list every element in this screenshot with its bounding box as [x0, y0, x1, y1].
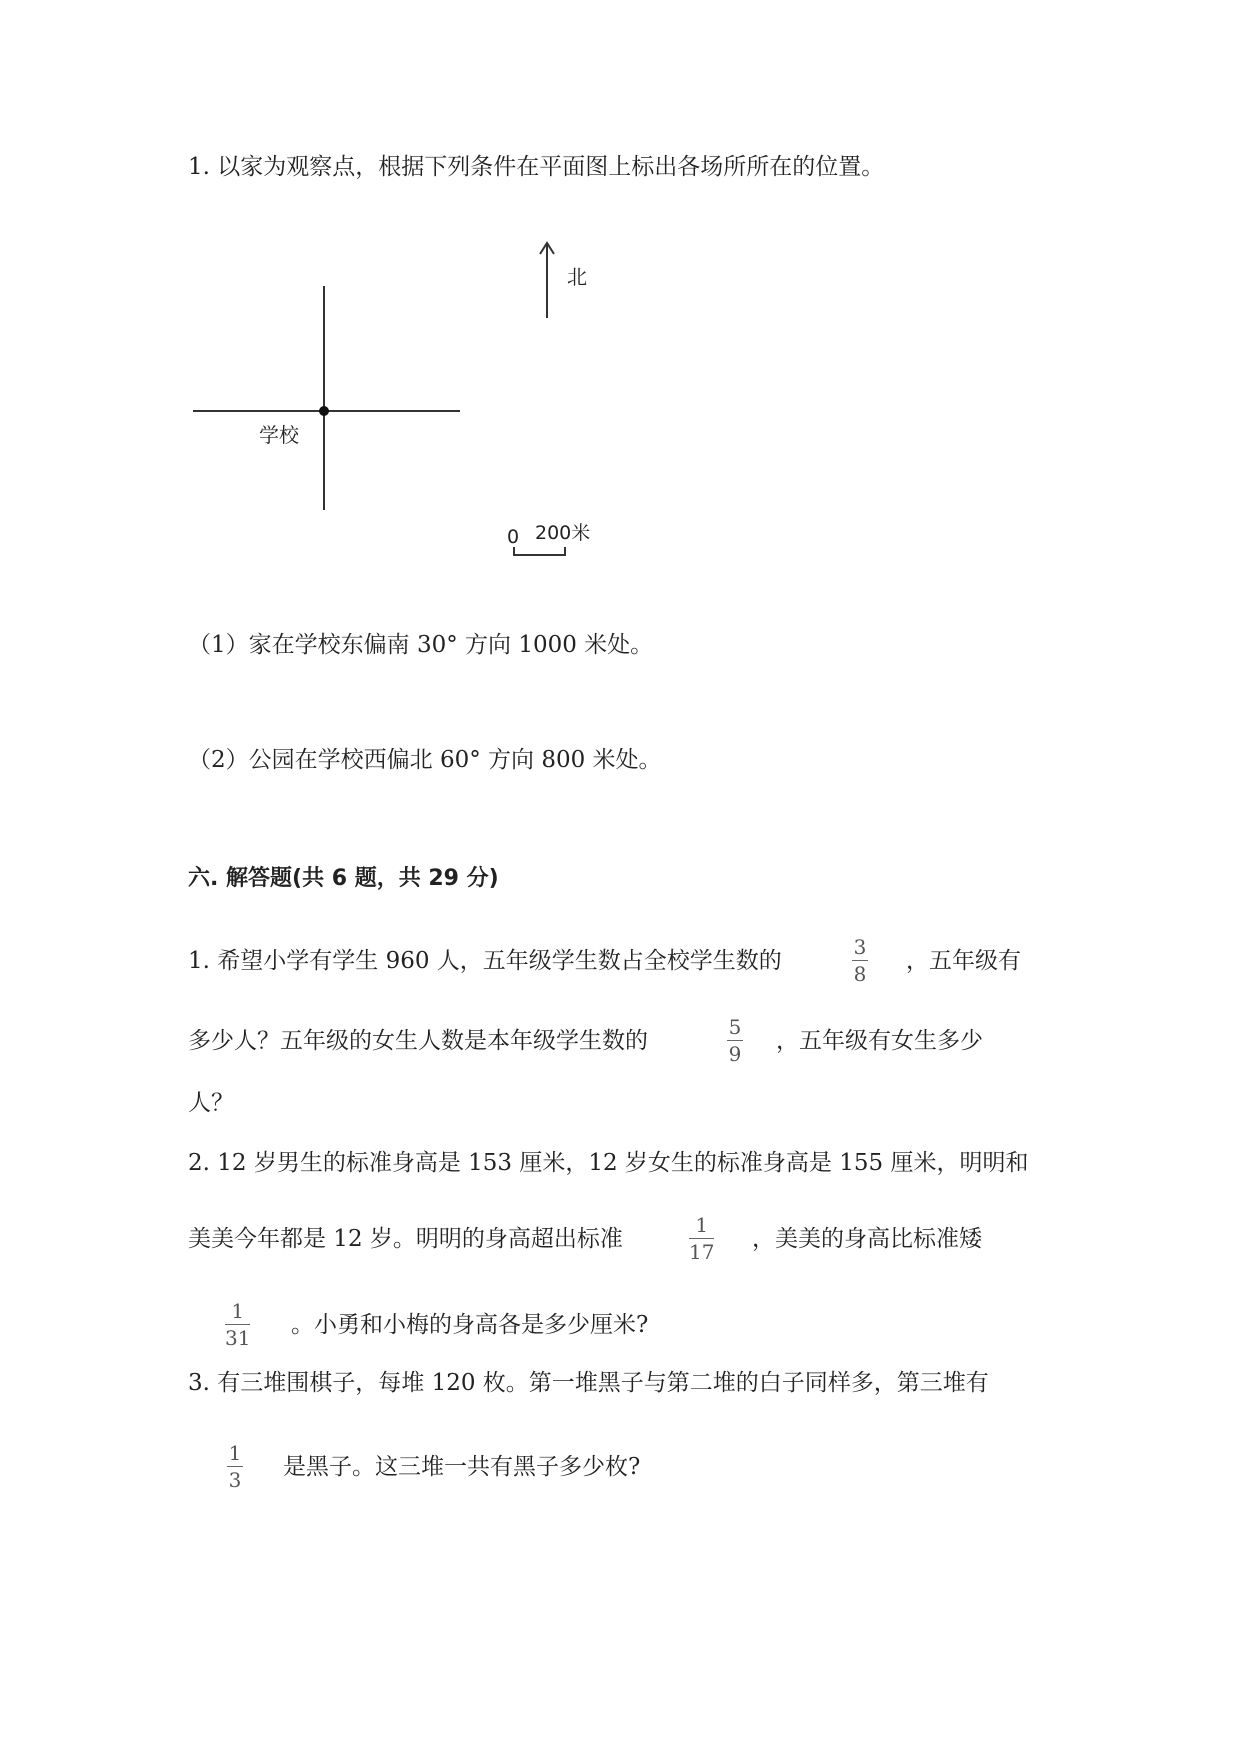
- map-question-title: 1. 以家为观察点，根据下列条件在平面图上标出各场所所在的位置。: [188, 154, 885, 180]
- school-point: [319, 406, 329, 416]
- fraction-1-17: 1 17: [689, 1213, 715, 1264]
- fraction-1-31: 1 31: [225, 1299, 251, 1350]
- fraction-5-9: 5 9: [728, 1015, 742, 1066]
- map-diagram: [0, 0, 1241, 600]
- school-label: 学校: [259, 423, 299, 447]
- problem-1-line-2a: 多少人？五年级的女生人数是本年级学生数的: [188, 1028, 648, 1054]
- problem-1-line-1b: ，五年级有: [906, 948, 1021, 974]
- problem-2-line-2b: ，美美的身高比标准矮: [752, 1226, 982, 1252]
- fraction-3-8: 3 8: [853, 935, 867, 986]
- problem-2-line-2a: 美美今年都是 12 岁。明明的身高超出标准: [188, 1226, 623, 1252]
- scale-value-label: 200米: [535, 522, 591, 544]
- problem-2-line-1: 2. 12 岁男生的标准身高是 153 厘米，12 岁女生的标准身高是 155 厘米，明明和: [188, 1150, 1029, 1176]
- scale-bar: [514, 547, 565, 555]
- condition-1: （1）家在学校东偏南 30° 方向 1000 米处。: [188, 632, 654, 658]
- problem-1-line-3: 人？: [188, 1090, 234, 1116]
- condition-2: （2）公园在学校西偏北 60° 方向 800 米处。: [188, 747, 662, 773]
- problem-1-line-1a: 1. 希望小学有学生 960 人，五年级学生数占全校学生数的: [188, 948, 782, 974]
- problem-3-line-2: 是黑子。这三堆一共有黑子多少枚?: [283, 1454, 641, 1480]
- section-heading: 六. 解答题(共 6 题，共 29 分): [188, 866, 499, 891]
- north-arrow-icon: [540, 243, 554, 318]
- problem-2-line-3: 。小勇和小梅的身高各是多少厘米?: [291, 1312, 649, 1338]
- north-label: 北: [567, 265, 587, 289]
- scale-zero-label: 0: [507, 526, 520, 548]
- fraction-1-3: 1 3: [228, 1441, 242, 1492]
- problem-3-line-1: 3. 有三堆围棋子，每堆 120 枚。第一堆黑子与第二堆的白子同样多，第三堆有: [188, 1370, 989, 1396]
- problem-1-line-2b: ，五年级有女生多少: [776, 1028, 983, 1054]
